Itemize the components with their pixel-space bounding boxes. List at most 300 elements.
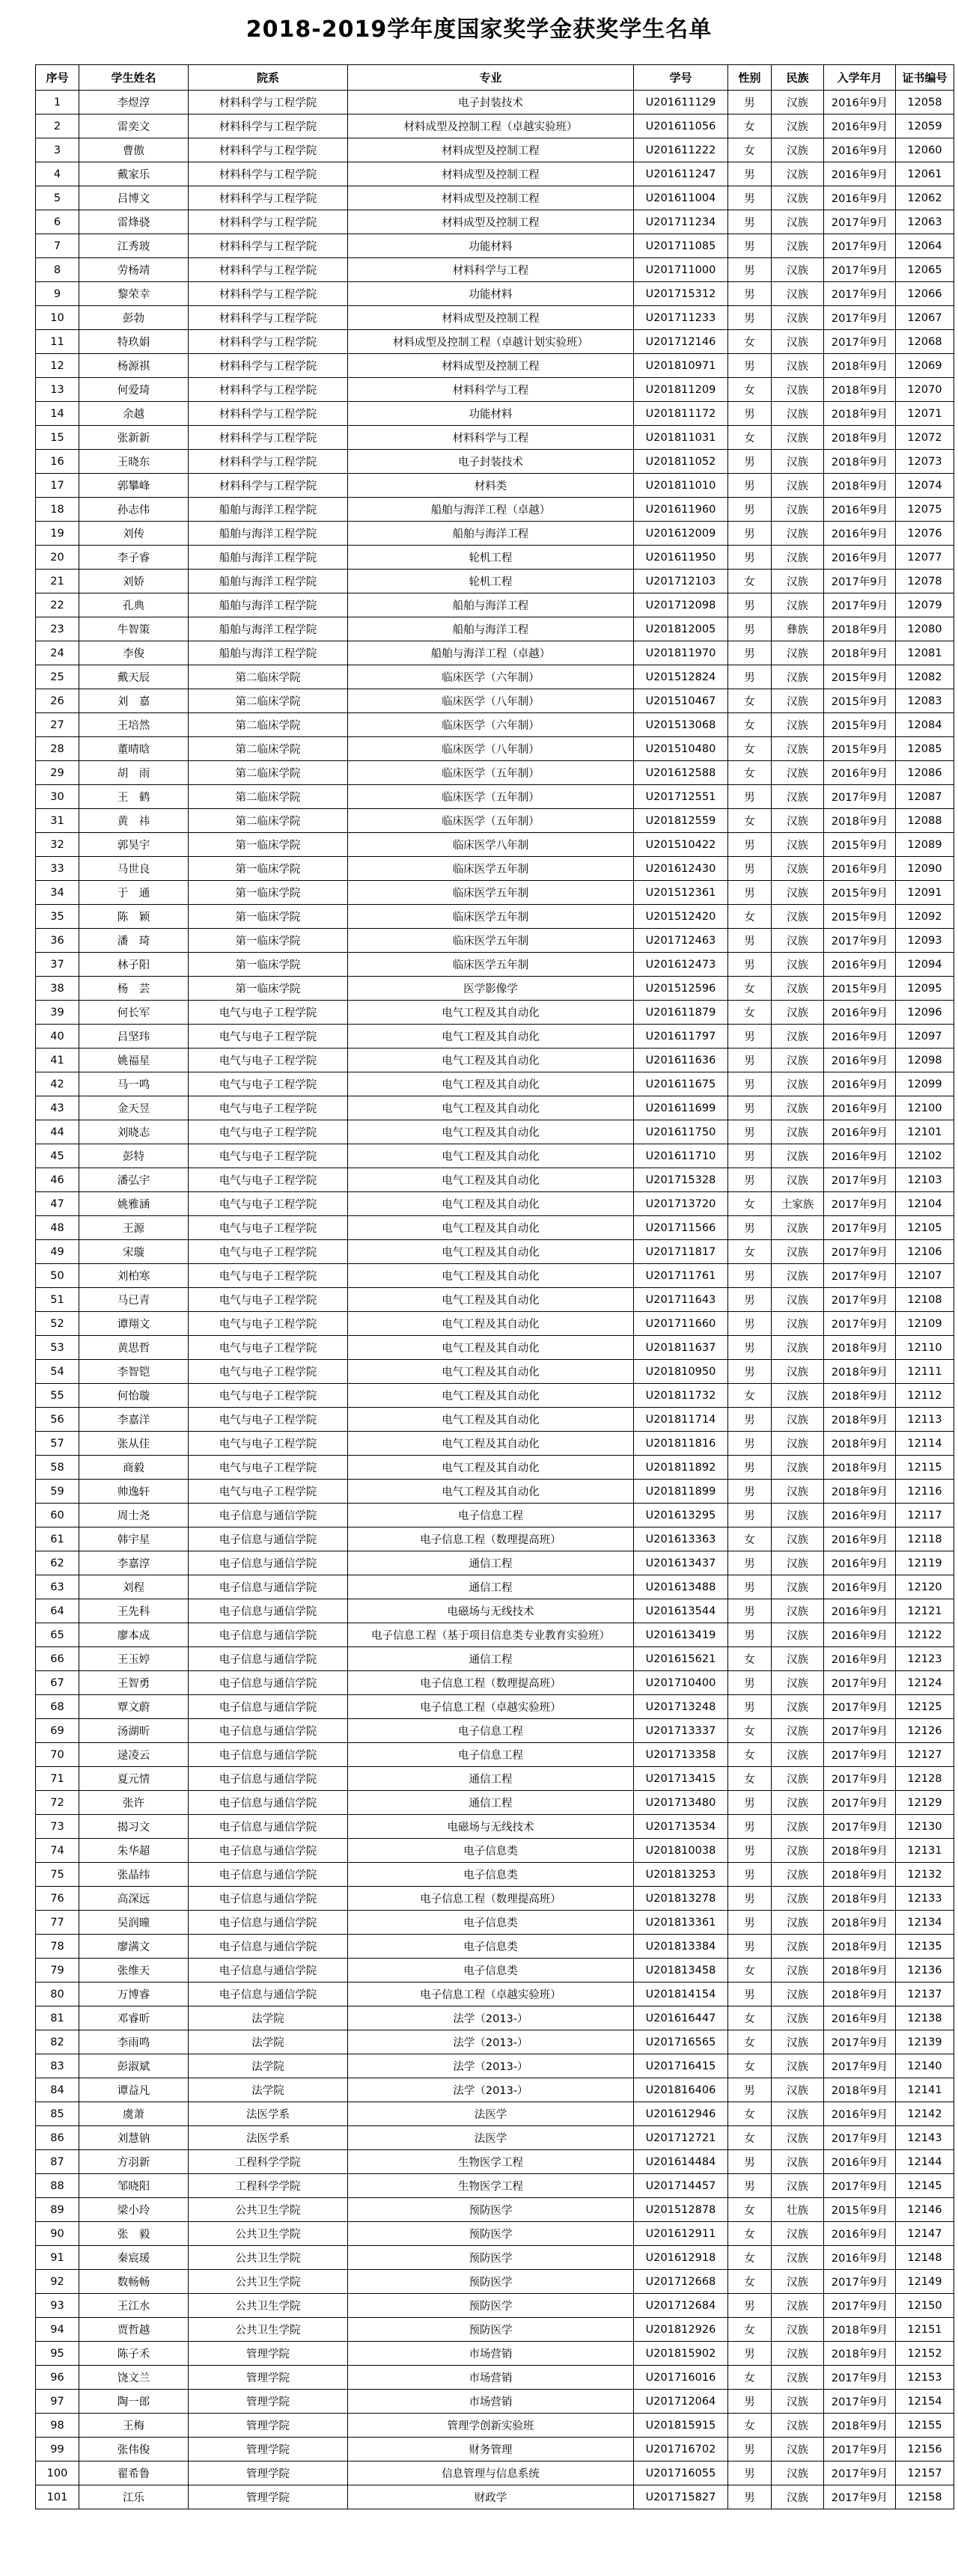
cell-index: 59 xyxy=(36,1480,79,1504)
cell-enrollment-date: 2018年9月 xyxy=(824,426,896,450)
cell-student-id: U201812005 xyxy=(634,617,728,641)
cell-gender: 男 xyxy=(728,1120,772,1144)
cell-student-name: 王先科 xyxy=(79,1599,189,1623)
cell-student-id: U201512361 xyxy=(634,881,728,905)
cell-ethnicity: 汉族 xyxy=(772,2126,824,2150)
cell-certificate-no: 12087 xyxy=(896,785,954,809)
cell-gender: 女 xyxy=(728,1527,772,1551)
cell-major: 临床医学（五年制） xyxy=(348,761,634,785)
cell-student-name: 李雨鸣 xyxy=(79,2030,189,2054)
cell-student-id: U201711085 xyxy=(634,234,728,258)
table-row xyxy=(36,1504,954,1527)
cell-certificate-no: 12137 xyxy=(896,1983,954,2006)
cell-index: 56 xyxy=(36,1408,79,1432)
cell-ethnicity: 汉族 xyxy=(772,1264,824,1288)
cell-certificate-no: 12095 xyxy=(896,977,954,1001)
cell-ethnicity: 汉族 xyxy=(772,2102,824,2126)
cell-department: 船舶与海洋工程学院 xyxy=(189,617,348,641)
cell-gender: 男 xyxy=(728,1599,772,1623)
cell-department: 材料科学与工程学院 xyxy=(189,306,348,330)
cell-department: 电气与电子工程学院 xyxy=(189,1096,348,1120)
cell-enrollment-date: 2017年9月 xyxy=(824,2054,896,2078)
cell-certificate-no: 12145 xyxy=(896,2174,954,2198)
cell-student-id: U201813458 xyxy=(634,1959,728,1983)
cell-index: 17 xyxy=(36,474,79,498)
cell-major: 材料成型及控制工程 xyxy=(348,162,634,186)
cell-department: 电子信息与通信学院 xyxy=(189,1671,348,1695)
cell-certificate-no: 12138 xyxy=(896,2006,954,2030)
cell-department: 工程科学学院 xyxy=(189,2150,348,2174)
cell-enrollment-date: 2017年9月 xyxy=(824,929,896,953)
cell-enrollment-date: 2017年9月 xyxy=(824,1216,896,1240)
cell-gender: 女 xyxy=(728,1001,772,1025)
cell-certificate-no: 12100 xyxy=(896,1096,954,1120)
cell-certificate-no: 12071 xyxy=(896,402,954,426)
table-row xyxy=(36,330,954,354)
cell-student-name: 雷烽骁 xyxy=(79,210,189,234)
table-row xyxy=(36,833,954,857)
cell-gender: 女 xyxy=(728,2006,772,2030)
cell-enrollment-date: 2017年9月 xyxy=(824,2485,896,2509)
cell-index: 79 xyxy=(36,1959,79,1983)
table-row xyxy=(36,1025,954,1049)
cell-student-id: U201713480 xyxy=(634,1791,728,1815)
cell-index: 30 xyxy=(36,785,79,809)
cell-enrollment-date: 2016年9月 xyxy=(824,1504,896,1527)
cell-student-id: U201713337 xyxy=(634,1719,728,1743)
cell-student-id: U201513068 xyxy=(634,713,728,737)
cell-certificate-no: 12083 xyxy=(896,689,954,713)
table-row xyxy=(36,881,954,905)
cell-gender: 女 xyxy=(728,1959,772,1983)
cell-major: 电子信息工程（基于项目信息类专业教育实验班） xyxy=(348,1623,634,1647)
cell-department: 电子信息与通信学院 xyxy=(189,1504,348,1527)
cell-student-name: 覃文蔚 xyxy=(79,1695,189,1719)
cell-enrollment-date: 2017年9月 xyxy=(824,1791,896,1815)
cell-enrollment-date: 2018年9月 xyxy=(824,2414,896,2438)
cell-gender: 男 xyxy=(728,1551,772,1575)
cell-student-name: 张晶纬 xyxy=(79,1863,189,1887)
cell-major: 电子信息类 xyxy=(348,1839,634,1863)
table-row xyxy=(36,2294,954,2318)
cell-student-id: U201713248 xyxy=(634,1695,728,1719)
cell-index: 43 xyxy=(36,1096,79,1120)
cell-student-id: U201811899 xyxy=(634,1480,728,1504)
table-row xyxy=(36,857,954,881)
table-row xyxy=(36,809,954,833)
cell-major: 船舶与海洋工程 xyxy=(348,593,634,617)
cell-student-id: U201613363 xyxy=(634,1527,728,1551)
table-row xyxy=(36,378,954,402)
cell-ethnicity: 汉族 xyxy=(772,306,824,330)
cell-ethnicity: 汉族 xyxy=(772,1168,824,1192)
table-row xyxy=(36,282,954,306)
cell-certificate-no: 12107 xyxy=(896,1264,954,1288)
cell-student-name: 黄思哲 xyxy=(79,1336,189,1360)
cell-student-name: 黄 祎 xyxy=(79,809,189,833)
cell-major: 临床医学五年制 xyxy=(348,905,634,929)
cell-gender: 男 xyxy=(728,402,772,426)
table-row xyxy=(36,1911,954,1935)
cell-gender: 男 xyxy=(728,857,772,881)
cell-student-name: 马一鸣 xyxy=(79,1072,189,1096)
table-row xyxy=(36,689,954,713)
cell-gender: 男 xyxy=(728,2485,772,2509)
cell-enrollment-date: 2015年9月 xyxy=(824,737,896,761)
cell-student-name: 饶文兰 xyxy=(79,2366,189,2390)
cell-department: 电气与电子工程学院 xyxy=(189,1240,348,1264)
cell-gender: 男 xyxy=(728,1791,772,1815)
cell-student-id: U201713534 xyxy=(634,1815,728,1839)
cell-index: 93 xyxy=(36,2294,79,2318)
cell-gender: 男 xyxy=(728,1432,772,1456)
cell-certificate-no: 12111 xyxy=(896,1360,954,1384)
cell-student-name: 廖本成 xyxy=(79,1623,189,1647)
cell-index: 97 xyxy=(36,2390,79,2414)
cell-ethnicity: 汉族 xyxy=(772,186,824,210)
cell-index: 3 xyxy=(36,138,79,162)
cell-certificate-no: 12082 xyxy=(896,665,954,689)
cell-major: 材料成型及控制工程 xyxy=(348,138,634,162)
cell-gender: 男 xyxy=(728,474,772,498)
table-row xyxy=(36,1456,954,1480)
cell-enrollment-date: 2016年9月 xyxy=(824,162,896,186)
cell-enrollment-date: 2017年9月 xyxy=(824,258,896,282)
cell-ethnicity: 汉族 xyxy=(772,2438,824,2461)
table-row xyxy=(36,665,954,689)
cell-index: 90 xyxy=(36,2222,79,2246)
cell-ethnicity: 汉族 xyxy=(772,162,824,186)
cell-student-id: U201611750 xyxy=(634,1120,728,1144)
cell-certificate-no: 12124 xyxy=(896,1671,954,1695)
cell-major: 电子信息工程 xyxy=(348,1719,634,1743)
table-row xyxy=(36,1288,954,1312)
cell-enrollment-date: 2018年9月 xyxy=(824,1959,896,1983)
cell-enrollment-date: 2015年9月 xyxy=(824,905,896,929)
cell-student-name: 梁小玲 xyxy=(79,2198,189,2222)
cell-certificate-no: 12157 xyxy=(896,2461,954,2485)
cell-ethnicity: 汉族 xyxy=(772,1432,824,1456)
cell-gender: 女 xyxy=(728,977,772,1001)
cell-enrollment-date: 2018年9月 xyxy=(824,450,896,474)
cell-student-name: 王培然 xyxy=(79,713,189,737)
cell-major: 电气工程及其自动化 xyxy=(348,1096,634,1120)
cell-student-name: 戴天辰 xyxy=(79,665,189,689)
cell-department: 电气与电子工程学院 xyxy=(189,1360,348,1384)
cell-ethnicity: 汉族 xyxy=(772,737,824,761)
table-row xyxy=(36,1743,954,1767)
table-row xyxy=(36,234,954,258)
cell-index: 58 xyxy=(36,1456,79,1480)
cell-student-name: 张许 xyxy=(79,1791,189,1815)
cell-index: 29 xyxy=(36,761,79,785)
cell-enrollment-date: 2017年9月 xyxy=(824,2461,896,2485)
cell-major: 电气工程及其自动化 xyxy=(348,1456,634,1480)
cell-student-name: 刘传 xyxy=(79,522,189,546)
cell-student-name: 李智铠 xyxy=(79,1360,189,1384)
table-row xyxy=(36,1791,954,1815)
cell-student-name: 王江水 xyxy=(79,2294,189,2318)
cell-student-id: U201712721 xyxy=(634,2126,728,2150)
cell-gender: 男 xyxy=(728,1072,772,1096)
cell-certificate-no: 12080 xyxy=(896,617,954,641)
cell-enrollment-date: 2015年9月 xyxy=(824,977,896,1001)
table-row xyxy=(36,2078,954,2102)
cell-student-id: U201811732 xyxy=(634,1384,728,1408)
cell-gender: 男 xyxy=(728,2390,772,2414)
cell-student-name: 张伟俊 xyxy=(79,2438,189,2461)
table-row xyxy=(36,2030,954,2054)
cell-certificate-no: 12103 xyxy=(896,1168,954,1192)
cell-index: 60 xyxy=(36,1504,79,1527)
cell-major: 临床医学（六年制） xyxy=(348,713,634,737)
cell-student-name: 郭昊宇 xyxy=(79,833,189,857)
cell-student-id: U201611699 xyxy=(634,1096,728,1120)
cell-gender: 女 xyxy=(728,2318,772,2342)
cell-student-id: U201714457 xyxy=(634,2174,728,2198)
cell-student-id: U201812926 xyxy=(634,2318,728,2342)
cell-department: 电气与电子工程学院 xyxy=(189,1144,348,1168)
cell-ethnicity: 汉族 xyxy=(772,234,824,258)
cell-index: 101 xyxy=(36,2485,79,2509)
cell-index: 15 xyxy=(36,426,79,450)
cell-enrollment-date: 2016年9月 xyxy=(824,1096,896,1120)
table-row xyxy=(36,2222,954,2246)
cell-index: 25 xyxy=(36,665,79,689)
cell-ethnicity: 汉族 xyxy=(772,1120,824,1144)
cell-student-id: U201611675 xyxy=(634,1072,728,1096)
header-gender: 性别 xyxy=(728,65,772,91)
cell-department: 材料科学与工程学院 xyxy=(189,162,348,186)
cell-enrollment-date: 2017年9月 xyxy=(824,1240,896,1264)
cell-index: 83 xyxy=(36,2054,79,2078)
cell-student-id: U201812559 xyxy=(634,809,728,833)
cell-enrollment-date: 2018年9月 xyxy=(824,1887,896,1911)
cell-enrollment-date: 2016年9月 xyxy=(824,2150,896,2174)
cell-major: 预防医学 xyxy=(348,2222,634,2246)
cell-ethnicity: 汉族 xyxy=(772,1384,824,1408)
table-row xyxy=(36,593,954,617)
cell-gender: 女 xyxy=(728,115,772,138)
cell-student-name: 郭攀峰 xyxy=(79,474,189,498)
cell-certificate-no: 12152 xyxy=(896,2342,954,2366)
cell-certificate-no: 12062 xyxy=(896,186,954,210)
cell-certificate-no: 12101 xyxy=(896,1120,954,1144)
cell-student-name: 刘娇 xyxy=(79,570,189,593)
table-row xyxy=(36,1096,954,1120)
cell-student-name: 姚雅涵 xyxy=(79,1192,189,1216)
cell-ethnicity: 汉族 xyxy=(772,1575,824,1599)
cell-major: 通信工程 xyxy=(348,1791,634,1815)
cell-enrollment-date: 2017年9月 xyxy=(824,1695,896,1719)
cell-ethnicity: 汉族 xyxy=(772,1839,824,1863)
cell-student-id: U201612911 xyxy=(634,2222,728,2246)
cell-student-id: U201613437 xyxy=(634,1551,728,1575)
cell-ethnicity: 汉族 xyxy=(772,953,824,977)
cell-gender: 男 xyxy=(728,1623,772,1647)
cell-certificate-no: 12115 xyxy=(896,1456,954,1480)
cell-department: 电子信息与通信学院 xyxy=(189,1647,348,1671)
table-row xyxy=(36,306,954,330)
cell-gender: 男 xyxy=(728,953,772,977)
cell-student-id: U201711660 xyxy=(634,1312,728,1336)
cell-index: 38 xyxy=(36,977,79,1001)
cell-student-name: 揭习文 xyxy=(79,1815,189,1839)
cell-department: 电气与电子工程学院 xyxy=(189,1264,348,1288)
cell-ethnicity: 汉族 xyxy=(772,977,824,1001)
cell-student-name: 李俊 xyxy=(79,641,189,665)
cell-student-id: U201816406 xyxy=(634,2078,728,2102)
cell-ethnicity: 汉族 xyxy=(772,1887,824,1911)
cell-major: 预防医学 xyxy=(348,2318,634,2342)
cell-gender: 女 xyxy=(728,2222,772,2246)
cell-gender: 男 xyxy=(728,2174,772,2198)
cell-enrollment-date: 2017年9月 xyxy=(824,2126,896,2150)
cell-index: 9 xyxy=(36,282,79,306)
cell-student-id: U201815902 xyxy=(634,2342,728,2366)
cell-enrollment-date: 2016年9月 xyxy=(824,953,896,977)
cell-major: 船舶与海洋工程（卓越） xyxy=(348,641,634,665)
cell-major: 电气工程及其自动化 xyxy=(348,1312,634,1336)
cell-gender: 男 xyxy=(728,641,772,665)
cell-student-id: U201716565 xyxy=(634,2030,728,2054)
cell-department: 船舶与海洋工程学院 xyxy=(189,641,348,665)
table-row xyxy=(36,186,954,210)
cell-ethnicity: 汉族 xyxy=(772,905,824,929)
cell-department: 管理学院 xyxy=(189,2461,348,2485)
cell-student-id: U201712103 xyxy=(634,570,728,593)
cell-index: 42 xyxy=(36,1072,79,1096)
cell-index: 24 xyxy=(36,641,79,665)
cell-gender: 男 xyxy=(728,1887,772,1911)
cell-gender: 男 xyxy=(728,1575,772,1599)
cell-gender: 男 xyxy=(728,2438,772,2461)
cell-student-name: 彭勃 xyxy=(79,306,189,330)
cell-ethnicity: 汉族 xyxy=(772,1791,824,1815)
cell-student-id: U201810971 xyxy=(634,354,728,378)
cell-ethnicity: 汉族 xyxy=(772,809,824,833)
cell-index: 8 xyxy=(36,258,79,282)
cell-department: 材料科学与工程学院 xyxy=(189,138,348,162)
table-row xyxy=(36,546,954,570)
cell-student-id: U201716016 xyxy=(634,2366,728,2390)
cell-index: 75 xyxy=(36,1863,79,1887)
cell-certificate-no: 12076 xyxy=(896,522,954,546)
table-row xyxy=(36,1719,954,1743)
cell-major: 市场营销 xyxy=(348,2342,634,2366)
cell-department: 电气与电子工程学院 xyxy=(189,1168,348,1192)
cell-department: 管理学院 xyxy=(189,2414,348,2438)
cell-certificate-no: 12136 xyxy=(896,1959,954,1983)
cell-index: 37 xyxy=(36,953,79,977)
cell-gender: 女 xyxy=(728,330,772,354)
cell-department: 材料科学与工程学院 xyxy=(189,258,348,282)
cell-enrollment-date: 2017年9月 xyxy=(824,306,896,330)
cell-enrollment-date: 2016年9月 xyxy=(824,2102,896,2126)
cell-major: 通信工程 xyxy=(348,1575,634,1599)
cell-certificate-no: 12132 xyxy=(896,1863,954,1887)
cell-major: 电气工程及其自动化 xyxy=(348,1001,634,1025)
cell-gender: 男 xyxy=(728,1144,772,1168)
cell-department: 第二临床学院 xyxy=(189,809,348,833)
cell-index: 44 xyxy=(36,1120,79,1144)
cell-department: 材料科学与工程学院 xyxy=(189,210,348,234)
cell-department: 管理学院 xyxy=(189,2366,348,2390)
cell-student-name: 张新新 xyxy=(79,426,189,450)
cell-gender: 男 xyxy=(728,1815,772,1839)
cell-enrollment-date: 2018年9月 xyxy=(824,402,896,426)
cell-index: 48 xyxy=(36,1216,79,1240)
cell-student-name: 王 鹤 xyxy=(79,785,189,809)
table-row xyxy=(36,426,954,450)
cell-department: 管理学院 xyxy=(189,2485,348,2509)
cell-gender: 男 xyxy=(728,1312,772,1336)
cell-enrollment-date: 2017年9月 xyxy=(824,1264,896,1288)
cell-department: 材料科学与工程学院 xyxy=(189,91,348,115)
cell-index: 66 xyxy=(36,1647,79,1671)
cell-department: 电子信息与通信学院 xyxy=(189,1911,348,1935)
cell-student-name: 朱华超 xyxy=(79,1839,189,1863)
cell-student-name: 余越 xyxy=(79,402,189,426)
cell-enrollment-date: 2018年9月 xyxy=(824,1456,896,1480)
cell-ethnicity: 汉族 xyxy=(772,1480,824,1504)
cell-student-id: U201712551 xyxy=(634,785,728,809)
cell-student-id: U201711233 xyxy=(634,306,728,330)
cell-certificate-no: 12070 xyxy=(896,378,954,402)
table-row xyxy=(36,785,954,809)
cell-certificate-no: 12110 xyxy=(896,1336,954,1360)
cell-department: 材料科学与工程学院 xyxy=(189,330,348,354)
cell-student-id: U201713415 xyxy=(634,1767,728,1791)
table-row xyxy=(36,1312,954,1336)
cell-enrollment-date: 2017年9月 xyxy=(824,593,896,617)
cell-certificate-no: 12077 xyxy=(896,546,954,570)
cell-certificate-no: 12106 xyxy=(896,1240,954,1264)
cell-certificate-no: 12117 xyxy=(896,1504,954,1527)
cell-gender: 男 xyxy=(728,162,772,186)
cell-ethnicity: 汉族 xyxy=(772,1767,824,1791)
cell-student-id: U201716055 xyxy=(634,2461,728,2485)
cell-enrollment-date: 2016年9月 xyxy=(824,2246,896,2270)
cell-certificate-no: 12147 xyxy=(896,2222,954,2246)
cell-department: 电气与电子工程学院 xyxy=(189,1480,348,1504)
cell-major: 临床医学（六年制） xyxy=(348,665,634,689)
cell-student-name: 李嘉淳 xyxy=(79,1551,189,1575)
cell-certificate-no: 12063 xyxy=(896,210,954,234)
cell-enrollment-date: 2017年9月 xyxy=(824,330,896,354)
cell-ethnicity: 汉族 xyxy=(772,258,824,282)
cell-student-name: 刘晓志 xyxy=(79,1120,189,1144)
cell-gender: 女 xyxy=(728,378,772,402)
table-row xyxy=(36,1049,954,1072)
cell-index: 31 xyxy=(36,809,79,833)
cell-certificate-no: 12086 xyxy=(896,761,954,785)
cell-department: 第二临床学院 xyxy=(189,689,348,713)
cell-student-name: 特玖娟 xyxy=(79,330,189,354)
cell-ethnicity: 汉族 xyxy=(772,1647,824,1671)
cell-ethnicity: 汉族 xyxy=(772,1671,824,1695)
cell-enrollment-date: 2017年9月 xyxy=(824,1671,896,1695)
cell-ethnicity: 汉族 xyxy=(772,2222,824,2246)
cell-index: 96 xyxy=(36,2366,79,2390)
table-row xyxy=(36,138,954,162)
cell-certificate-no: 12149 xyxy=(896,2270,954,2294)
cell-certificate-no: 12158 xyxy=(896,2485,954,2509)
cell-major: 临床医学八年制 xyxy=(348,833,634,857)
cell-department: 电气与电子工程学院 xyxy=(189,1408,348,1432)
cell-major: 法医学 xyxy=(348,2126,634,2150)
cell-major: 电子封装技术 xyxy=(348,450,634,474)
